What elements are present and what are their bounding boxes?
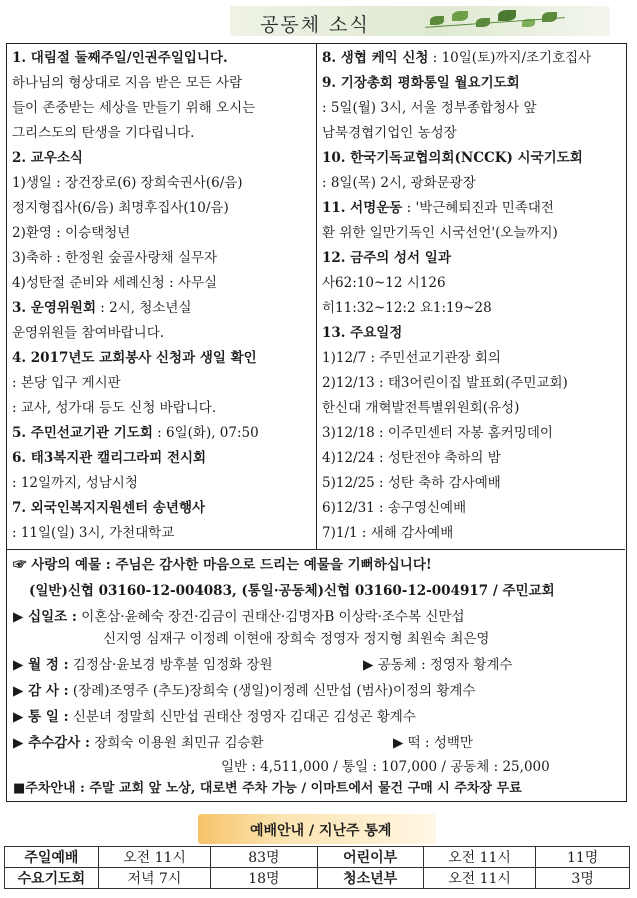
thanks-names: (장례)조영주 (추도)장희숙 (생일)이정례 신만섭 (범사)이정의 황계수 — [72, 683, 476, 699]
news-text: 10. 한국기독교협의회(NCCK) 시국기도회 — [322, 150, 583, 166]
tithe-names: 이혼삼·윤혜숙 장건·김금이 권태산·김명자B 이상락·조수복 신만섭 — [81, 609, 465, 625]
table-cell: 오전 11시 — [423, 868, 536, 889]
harvest-label: ▶ 추수감사 : — [13, 735, 90, 751]
right-news-line — [322, 274, 446, 292]
news-text: 1. 대림절 둘째주일/인권주일입니다. — [12, 50, 228, 66]
table-cell: 어린이부 — [317, 847, 423, 868]
offering-intro: ☞ 사랑의 예물 : 주님은 감사한 마음으로 드리는 예물을 기뻐하십니다! — [13, 557, 432, 573]
tithe-label: ▶ 십일조 : — [13, 609, 77, 625]
right-news-line — [322, 399, 519, 417]
news-text: 하나님의 형상대로 지음 받은 모든 사람 — [12, 75, 243, 91]
table-cell: 18명 — [211, 868, 317, 889]
news-detail: : '박근혜퇴진과 민족대전 — [402, 200, 554, 216]
news-text: 환 위한 일만기독인 시국선언'(오늘까지) — [322, 225, 558, 241]
left-news-line — [12, 399, 216, 417]
harvest-names: 장희숙 이용원 최민규 김승환 — [94, 735, 264, 751]
right-news-line — [322, 124, 457, 142]
right-news-line — [322, 174, 476, 192]
news-text: 2)환영 : 이승택청년 — [12, 225, 131, 241]
right-news-line — [322, 149, 583, 167]
news-text: : 12일까지, 성남시청 — [12, 475, 138, 491]
news-text: : 11일(일) 3시, 가천대학교 — [12, 525, 175, 541]
table-cell: 오전 11시 — [98, 847, 211, 868]
left-news-line — [12, 174, 243, 192]
worship-stats-table — [4, 846, 630, 889]
news-detail: : 2시, 청소년실 — [96, 300, 192, 316]
table-cell: 오전 11시 — [423, 847, 536, 868]
left-news-line — [12, 149, 83, 167]
news-detail: : 10일(토)까지/조기호집사 — [428, 50, 592, 66]
news-text: 1)생일 : 장건장로(6) 장희숙권사(6/음) — [12, 175, 243, 191]
news-text: 12. 금주의 성서 일과 — [322, 250, 451, 266]
right-news-line — [322, 474, 501, 492]
news-frame — [6, 43, 627, 802]
news-text: 8. 생협 케익 신청 — [322, 50, 429, 66]
right-news-line — [322, 74, 520, 92]
news-text: 3)12/18 : 이주민센터 자봉 홈커밍데이 — [322, 425, 553, 441]
news-text: 9. 기장총회 평화통일 월요기도회 — [322, 75, 520, 91]
left-news-line — [12, 324, 164, 342]
table-row — [5, 868, 630, 889]
news-text: : 5일(월) 3시, 서울 정부종합청사 앞 — [322, 100, 537, 116]
right-news-line — [322, 374, 568, 392]
news-text: 운영위원들 참여바랍니다. — [12, 325, 165, 341]
right-news-line — [322, 449, 501, 467]
news-text: 1)12/7 : 주민선교기관장 회의 — [322, 350, 501, 366]
parking-notice: ■주차안내 : 주말 교회 앞 노상, 대로변 주차 가능 / 이마트에서 물건 구매 시 주차장 무료 — [13, 781, 522, 796]
stats-title: 예배안내 / 지난주 통계 — [250, 823, 392, 839]
right-news-line — [322, 224, 558, 242]
left-news-line — [12, 374, 121, 392]
news-text: : 교사, 성가대 등도 신청 바랍니다. — [12, 400, 217, 416]
table-cell: 11명 — [536, 847, 630, 868]
right-news-line — [322, 424, 553, 442]
news-text: 2. 교우소식 — [12, 150, 83, 166]
unity-label: ▶ 통 일 : — [13, 709, 69, 725]
left-news-line — [12, 249, 217, 267]
right-news-line — [322, 324, 402, 342]
table-cell: 수요기도회 — [5, 868, 99, 889]
news-text: 히11:32~12:2 요1:19~28 — [322, 300, 492, 316]
header-banner — [230, 6, 610, 36]
news-text: : 8일(목) 2시, 광화문광장 — [322, 175, 476, 191]
left-news-line — [12, 349, 257, 367]
table-cell: 청소년부 — [317, 868, 423, 889]
table-cell: 주일예배 — [5, 847, 99, 868]
right-news-line — [322, 524, 453, 542]
news-right-column — [317, 44, 626, 549]
tithe-names-2: 신지영 심재구 이정례 이현애 장희숙 정영자 정지형 최원숙 최은영 — [103, 631, 490, 647]
left-news-line — [12, 224, 130, 242]
right-news-line — [322, 299, 492, 317]
left-news-line — [12, 99, 255, 117]
news-text: 정지형집사(6/음) 최명후집사(10/음) — [12, 200, 229, 216]
news-text: 들이 존중받는 세상을 만들기 위해 오시는 — [12, 100, 256, 116]
monthly-names: 김정삼·윤보경 방후불 임정화 장원 — [72, 657, 273, 673]
left-news-line — [12, 124, 194, 142]
left-news-line — [12, 449, 206, 467]
left-news-line — [12, 74, 242, 92]
news-text: 6. 태3복지관 캘리그라피 전시회 — [12, 450, 207, 466]
stats-title-banner — [198, 814, 436, 844]
left-news-line — [12, 274, 217, 292]
news-text: 그리스도의 탄생을 기다립니다. — [12, 125, 195, 141]
news-detail: : 6일(화), 07:50 — [152, 425, 259, 441]
unity-names: 신분녀 정말희 신만섭 권태산 정영자 김대곤 김성곤 황계수 — [72, 709, 416, 725]
news-text: 3)축하 : 한정원 숲골사랑채 실무자 — [12, 250, 218, 266]
page-title: 공동체 소식 — [260, 14, 370, 36]
news-text: 4. 2017년도 교회봉사 신청과 생일 확인 — [12, 350, 257, 366]
table-cell: 3명 — [536, 868, 630, 889]
left-news-line — [12, 499, 205, 517]
monthly-label: ▶ 월 정 : — [13, 657, 69, 673]
news-text: 4)12/24 : 성탄전야 축하의 밤 — [322, 450, 501, 466]
news-left-column — [7, 44, 317, 549]
community-offering: ▶ 공동체 : 정영자 황계수 — [363, 657, 513, 673]
news-text: 남북경협기업인 농성장 — [322, 125, 457, 141]
table-row — [5, 847, 630, 868]
news-text: 5)12/25 : 성탄 축하 감사예배 — [322, 475, 501, 491]
rice-cake-offering: ▶ 떡 : 성백만 — [393, 735, 473, 751]
news-text: 6)12/31 : 송구영신예배 — [322, 500, 467, 516]
right-news-line — [322, 249, 451, 267]
news-text: 7)1/1 : 새해 감사예배 — [322, 525, 454, 541]
news-text: 5. 주민선교기관 기도회 — [12, 425, 153, 441]
news-text: 7. 외국인복지지원센터 송년행사 — [12, 500, 206, 516]
left-news-line — [12, 424, 259, 442]
right-news-line — [322, 199, 554, 217]
right-news-line — [322, 349, 501, 367]
left-news-line — [12, 524, 174, 542]
left-news-line — [12, 474, 138, 492]
right-news-line — [322, 99, 537, 117]
left-news-line — [12, 49, 228, 67]
table-cell: 저녁 7시 — [98, 868, 211, 889]
news-text: : 본당 입구 게시판 — [12, 375, 121, 391]
bank-accounts: (일반)신협 03160-12-004083, (통일·공동체)신협 03160-12-004917 / 주민교회 — [29, 583, 555, 599]
right-news-line — [322, 49, 591, 67]
offering-totals: 일반 : 4,511,000 / 통일 : 107,000 / 공동체 : 25,000 — [221, 759, 550, 775]
table-cell: 83명 — [211, 847, 317, 868]
news-text: 13. 주요일정 — [322, 325, 403, 341]
news-text: 3. 운영위원회 — [12, 300, 96, 316]
news-text: 11. 서명운동 — [322, 200, 403, 216]
news-text: 한신대 개혁발전특별위원회(유성) — [322, 400, 520, 416]
left-news-line — [12, 199, 229, 217]
news-text: 2)12/13 : 태3어린이집 발표회(주민교회) — [322, 375, 568, 391]
thanks-label: ▶ 감 사 : — [13, 683, 69, 699]
right-news-line — [322, 499, 466, 517]
left-news-line — [12, 299, 192, 317]
offering-section — [7, 549, 625, 801]
news-text: 4)성탄절 준비와 세례신청 : 사무실 — [12, 275, 218, 291]
news-text: 사62:10~12 시126 — [322, 275, 446, 291]
